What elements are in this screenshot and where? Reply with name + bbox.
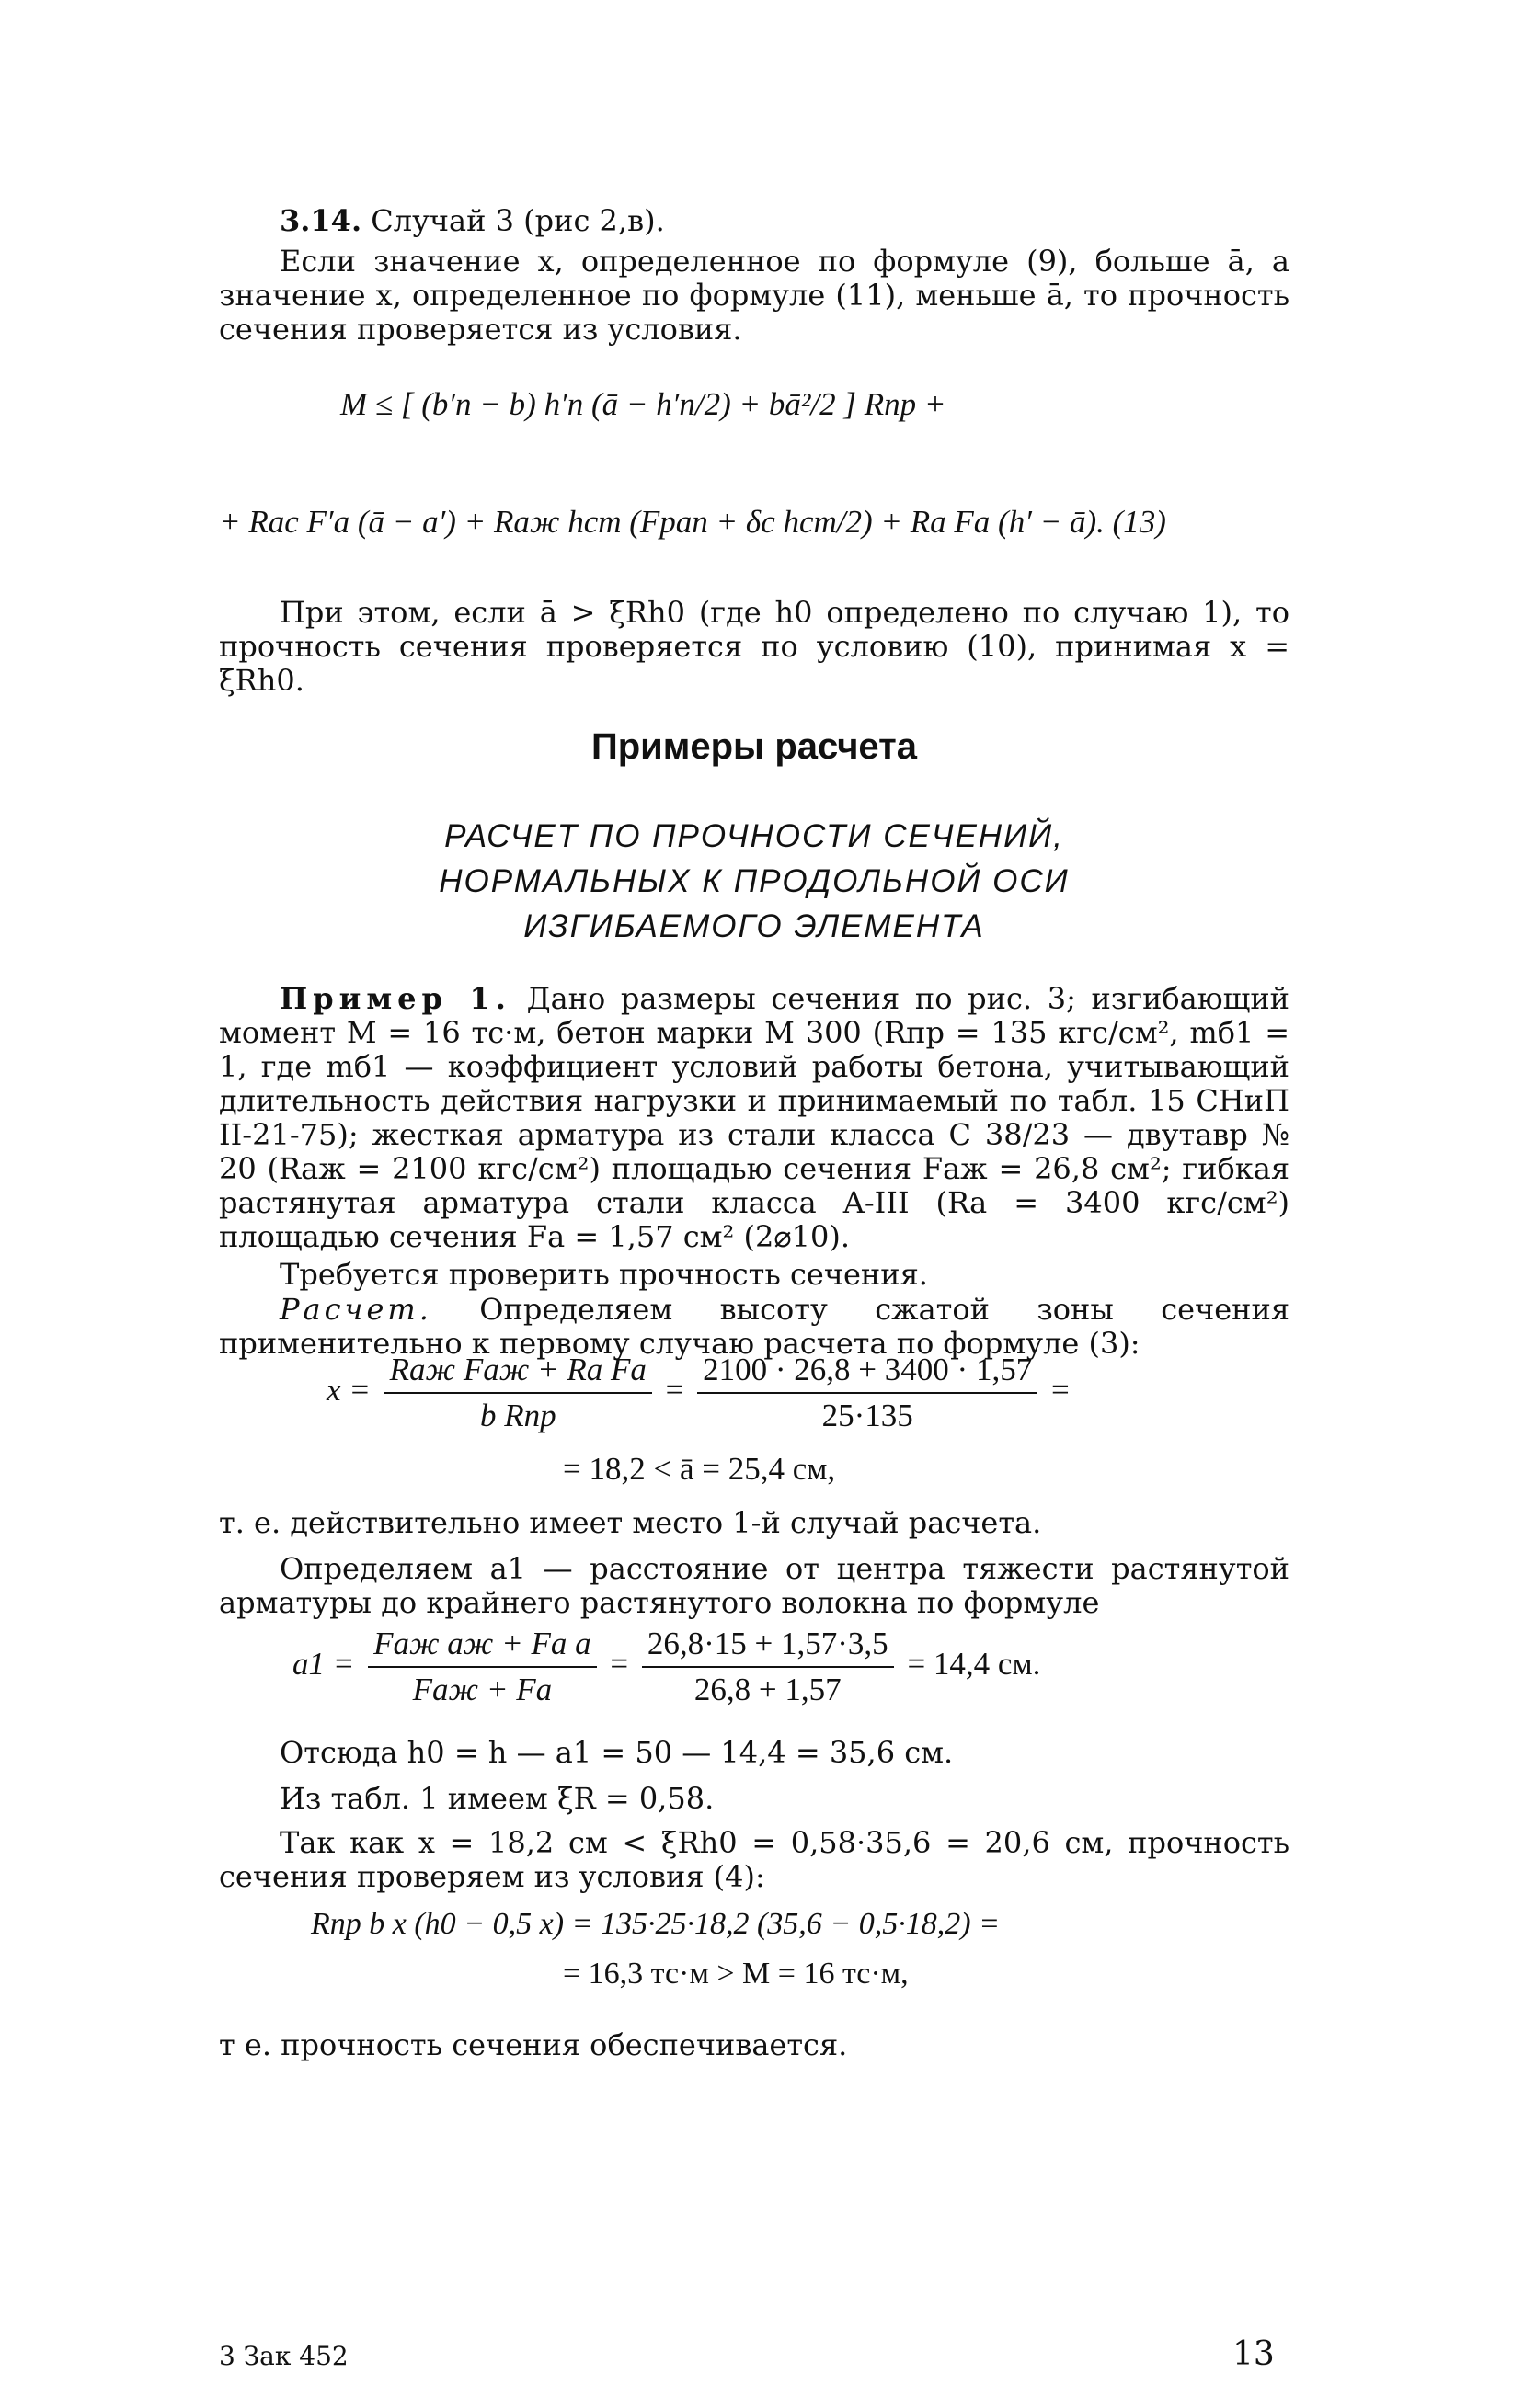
example1-paragraph [219, 982, 1289, 1254]
section-heading [219, 204, 1289, 238]
examples-subtitle-line3: ИЗГИБАЕМОГО ЭЛЕМЕНТА [523, 908, 985, 944]
footer-order-number: 3 Зак 452 [219, 2341, 349, 2371]
equation-a1-frac1 [368, 1626, 597, 1708]
equation-x-lhs: x = [327, 1372, 371, 1409]
calc-text: Определяем высоту сжатой зоны сечения применительно к первому случаю расчета по формуле (3): [219, 1292, 1290, 1361]
examples-subtitle-line2: НОРМАЛЬНЫХ К ПРОДОЛЬНОЙ ОСИ [439, 863, 1070, 899]
paragraph-condition: При этом, если ā > ξRh0 (где h0 определено по случаю 1), то прочность сечения проверяется по условию (10), принимая x = ξRh0. [219, 595, 1289, 698]
equation-4-line1: Rпр b x (h0 − 0,5 x) = 135·25·18,2 (35,6 − 0,5·18,2) = [311, 1907, 1001, 1941]
check-paragraph: Так как x = 18,2 см < ξRh0 = 0,58·35,6 = 20,6 см, прочность сечения проверяем из условия (4): [219, 1825, 1289, 1894]
requirement-line: Требуется проверить прочность сечения. [280, 1257, 928, 1292]
calc-paragraph [219, 1293, 1289, 1361]
equation-x-result: = 18,2 < ā = 25,4 см, [563, 1451, 836, 1487]
equation-a1-num2: 26,8·15 + 1,57·3,5 [642, 1626, 894, 1668]
conclusion-line: т е. прочность сечения обеспечивается. [219, 2027, 848, 2062]
equation-13-line1: M ≤ [ (b′п − b) h′п (ā − h′п/2) + bā²/2 ] Rпр + [340, 386, 946, 422]
example1-label: Пример 1. [280, 981, 511, 1016]
heading-number: 3.14. [280, 203, 362, 238]
equation-x-num1: Rаж Fаж + Rа Fа [384, 1352, 652, 1394]
example1-text: Дано размеры сечения по рис. 3; изгибающий момент M = 16 тс·м, бетон марки M 300 (Rпр = 135 кгс/см², mб1 = 1, где mб1 — коэффициент условий работы бетона, учитывающий длительность действия нагрузки и принимаемый по табл. 15 СНиП II-21-75); жесткая арматура из стали класса С 38/23 — двутавр № 20 (Rаж = 2100 кгс/см²) площадью сечения Fаж = 26,8 см²; гибкая растянутая арматура стали класса A-III (Rа = 3400 кгс/см²) площадью сечения Fа = 1,57 см² (2⌀10). [219, 981, 1290, 1254]
equation-13-line2: + Rас F′а (ā − a′) + Rаж hст (Fрап + δс hст/2) + Rа Fа (h′ − ā). (13) [219, 504, 1166, 540]
case1-line: т. е. действительно имеет место 1-й случай расчета. [219, 1505, 1042, 1540]
examples-title: Примеры расчета [591, 726, 917, 767]
equation-a1-frac2 [642, 1626, 894, 1708]
examples-subtitle-line1: РАСЧЕТ ПО ПРОЧНОСТИ СЕЧЕНИЙ, [444, 818, 1064, 854]
equation-x-num2: 2100 · 26,8 + 3400 · 1,57 [697, 1352, 1037, 1394]
paragraph-case3: Если значение x, определенное по формуле (9), больше ā, а значение x, определенное по формуле (11), меньше ā, то прочность сечения проверяется из условия. [219, 244, 1289, 347]
equation-a1-num1: Fаж aж + Fа a [368, 1626, 597, 1668]
heading-text: Случай 3 (рис 2,в). [371, 203, 665, 238]
equation-x-den2: 25·135 [821, 1398, 913, 1433]
xi-line: Из табл. 1 имеем ξR = 0,58. [280, 1781, 715, 1816]
equation-x: x = $\frac{\text{Rаж Fаж + Rа Fа}}{\text{b Rпр}}$ = $\frac{2100 \cdot 26,8 + 3400 \cdot 1,57}{25\cdot 135}$ = [327, 1352, 1070, 1433]
equation-a1-lhs: a1 = [292, 1646, 355, 1683]
equation-x-frac2 [697, 1352, 1037, 1434]
equation-x-den1: b Rпр [479, 1398, 556, 1433]
equation-a1-den1: Fаж + Fа [412, 1672, 553, 1707]
a1-paragraph: Определяем a1 — расстояние от центра тяжести растянутой арматуры до крайнего растянутого волокна по формуле [219, 1551, 1289, 1620]
equation-x-frac1 [384, 1352, 652, 1434]
page-number: 13 [1232, 2335, 1275, 2373]
equation-a1-result: = 14,4 см. [907, 1646, 1041, 1683]
equation-4-line2: = 16,3 тс·м > M = 16 тс·м, [563, 1957, 909, 1991]
calc-label: Расчет. [280, 1292, 432, 1327]
equation-a1-den2: 26,8 + 1,57 [693, 1672, 842, 1707]
equation-a1: a1 = $\frac{\text{Fаж aж + Fа a}}{\text{Fаж + Fа}}$ = $\frac{26,8\cdot 15 + 1,57\cdot 3,5}{26,8 + 1,57}$ = 14,4 см. [292, 1626, 1041, 1707]
h0-line: Отсюда h0 = h — a1 = 50 — 14,4 = 35,6 см. [280, 1735, 954, 1770]
